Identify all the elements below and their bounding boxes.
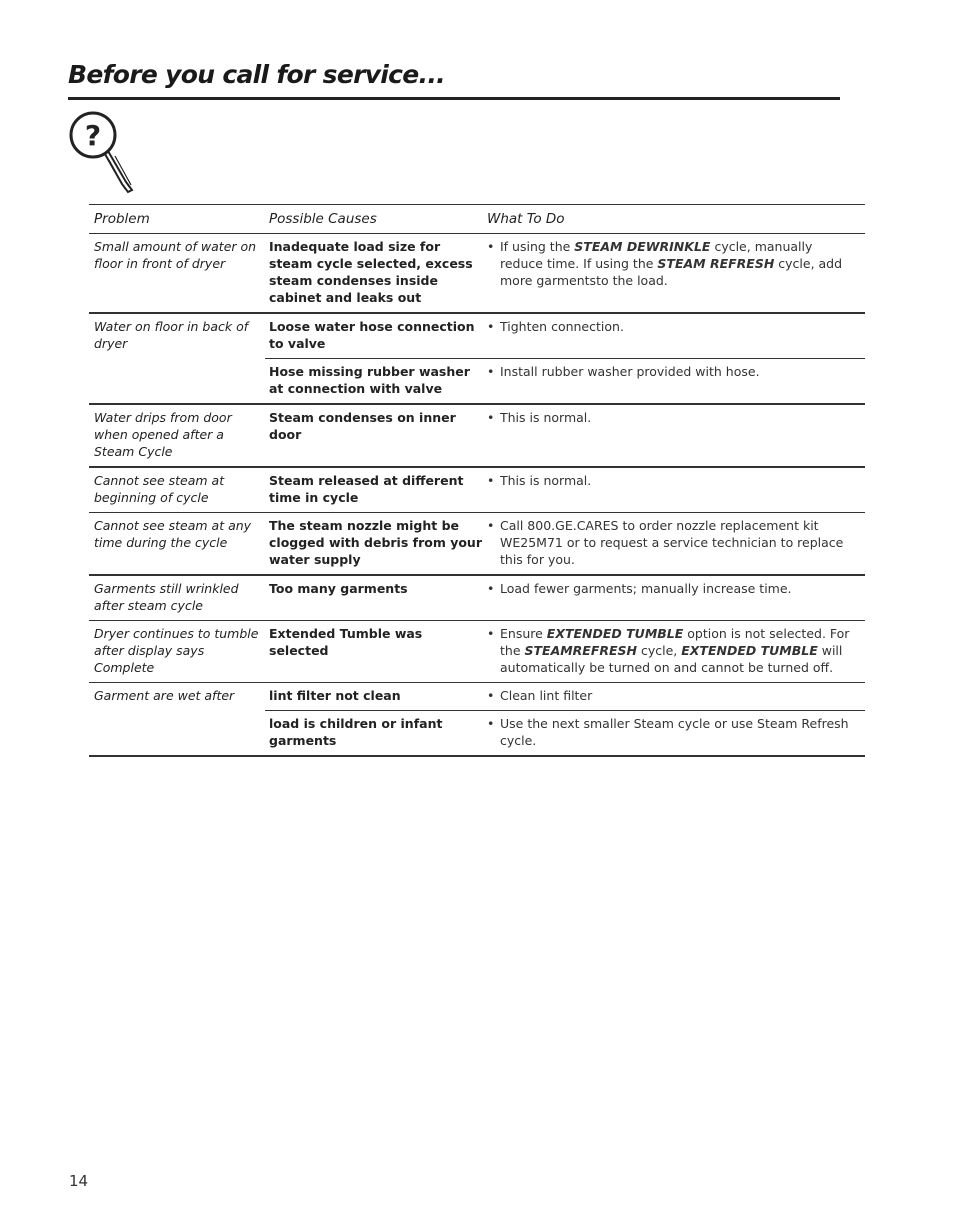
text-run: cycle, manually reduce time. If using the xyxy=(500,239,813,271)
problem-cell: Cannot see steam at beginning of cycle xyxy=(94,473,225,505)
bullet-icon: • xyxy=(487,319,495,334)
what-to-do-text xyxy=(500,625,859,676)
header-what-to-do: What To Do xyxy=(487,211,565,227)
what-to-do-text xyxy=(500,580,792,597)
text-run: If using the xyxy=(500,239,575,254)
cause-cell: Steam released at different time in cycle xyxy=(269,473,464,505)
table-row xyxy=(89,234,865,314)
troubleshooting-table xyxy=(89,204,865,757)
text-run: Tighten connection. xyxy=(500,319,624,334)
cause-cell: Too many garments xyxy=(269,581,408,596)
cause-row xyxy=(265,234,865,312)
table-row xyxy=(89,683,865,757)
page-number: 14 xyxy=(69,1172,89,1190)
emphasized-term: EXTENDED TUMBLE xyxy=(681,643,818,658)
what-to-do-cell xyxy=(487,238,865,306)
text-run: This is normal. xyxy=(500,410,592,425)
what-to-do-text xyxy=(500,517,859,568)
table-row xyxy=(89,621,865,683)
cause-cell: Loose water hose connection to valve xyxy=(269,319,475,351)
header-problem: Problem xyxy=(94,211,150,227)
text-run: Call 800.GE.CARES to order nozzle replacement kit WE25M71 or to request a service technician to replace this for you. xyxy=(500,518,844,567)
cause-row xyxy=(265,468,865,512)
problem-cell: Water on floor in back of dryer xyxy=(94,319,249,351)
emphasized-term: EXTENDED TUMBLE xyxy=(546,626,684,641)
what-to-do-cell xyxy=(487,409,865,443)
problem-cell: Dryer continues to tumble after display says Complete xyxy=(94,626,259,675)
bullet-icon: • xyxy=(487,581,495,596)
cause-cell: The steam nozzle might be clogged with debris from your water supply xyxy=(269,518,482,567)
what-to-do-cell xyxy=(487,625,865,676)
title-rule xyxy=(68,97,840,100)
emphasized-term: STEAM DEWRINKLE xyxy=(574,239,711,254)
table-row xyxy=(89,314,865,405)
table-body xyxy=(89,234,865,757)
bullet-icon: • xyxy=(487,239,495,254)
bullet-icon: • xyxy=(487,688,495,703)
problem-cell: Garments still wrinkled after steam cycle xyxy=(94,581,239,613)
cause-row xyxy=(265,359,865,403)
table-row xyxy=(89,576,865,621)
cause-row xyxy=(265,405,865,449)
page-title: Before you call for service... xyxy=(68,60,445,89)
table-row xyxy=(89,405,865,468)
text-run: Clean lint filter xyxy=(500,688,593,703)
problem-cell: Garment are wet after xyxy=(94,688,235,703)
cause-cell: Steam condenses on inner door xyxy=(269,410,456,442)
bullet-icon: • xyxy=(487,364,495,379)
problem-cell: Small amount of water on floor in front of dryer xyxy=(94,239,257,271)
cause-cell: lint filter not clean xyxy=(269,688,401,703)
text-run: Use the next smaller Steam cycle or use Steam Refresh cycle. xyxy=(500,716,849,748)
what-to-do-cell xyxy=(487,517,865,568)
svg-text:?: ? xyxy=(84,119,102,152)
problem-cell: Water drips from door when opened after a Steam Cycle xyxy=(94,410,232,459)
table-header xyxy=(89,205,865,234)
what-to-do-text xyxy=(500,472,591,506)
text-run: option is not selected. For the xyxy=(500,626,850,658)
text-run: This is normal. xyxy=(500,473,592,488)
bullet-icon: • xyxy=(487,518,495,533)
emphasized-term: STEAM REFRESH xyxy=(657,256,775,271)
what-to-do-text xyxy=(500,409,591,443)
text-run: will automatically be turned on and cannot be turned off. xyxy=(500,643,843,675)
what-to-do-text xyxy=(500,238,859,306)
text-run: Install rubber washer provided with hose. xyxy=(500,364,760,379)
cause-cell: load is children or infant garments xyxy=(269,716,443,748)
what-to-do-cell xyxy=(487,580,865,597)
text-run: cycle, add more garmentsto the load. xyxy=(500,256,843,288)
cause-cell: Extended Tumble was selected xyxy=(269,626,423,658)
what-to-do-text xyxy=(500,687,592,704)
what-to-do-text xyxy=(500,363,760,397)
what-to-do-text xyxy=(500,318,624,352)
cause-row xyxy=(265,621,865,682)
bullet-icon: • xyxy=(487,410,495,425)
emphasized-term: STEAMREFRESH xyxy=(524,643,638,658)
cause-row xyxy=(265,513,865,574)
header-possible-causes: Possible Causes xyxy=(269,211,377,227)
text-run: cycle, xyxy=(637,643,682,658)
bullet-icon: • xyxy=(487,716,495,731)
what-to-do-cell xyxy=(487,363,865,397)
what-to-do-text xyxy=(500,715,859,749)
cause-row xyxy=(265,683,865,711)
bullet-icon: • xyxy=(487,473,495,488)
table-row xyxy=(89,513,865,576)
cause-row xyxy=(265,711,865,755)
what-to-do-cell xyxy=(487,715,865,749)
text-run: Load fewer garments; manually increase time. xyxy=(500,581,792,596)
table-row xyxy=(89,468,865,513)
what-to-do-cell xyxy=(487,472,865,506)
cause-cell: Inadequate load size for steam cycle selected, excess steam condenses inside cabinet and leaks out xyxy=(269,239,473,305)
what-to-do-cell xyxy=(487,318,865,352)
cause-row xyxy=(265,576,865,603)
bullet-icon: • xyxy=(487,626,495,641)
text-run: Ensure xyxy=(500,626,547,641)
magnifier-question-icon xyxy=(68,110,140,196)
cause-cell: Hose missing rubber washer at connection with valve xyxy=(269,364,470,396)
cause-row xyxy=(265,314,865,359)
what-to-do-cell xyxy=(487,687,865,704)
problem-cell: Cannot see steam at any time during the cycle xyxy=(94,518,252,550)
